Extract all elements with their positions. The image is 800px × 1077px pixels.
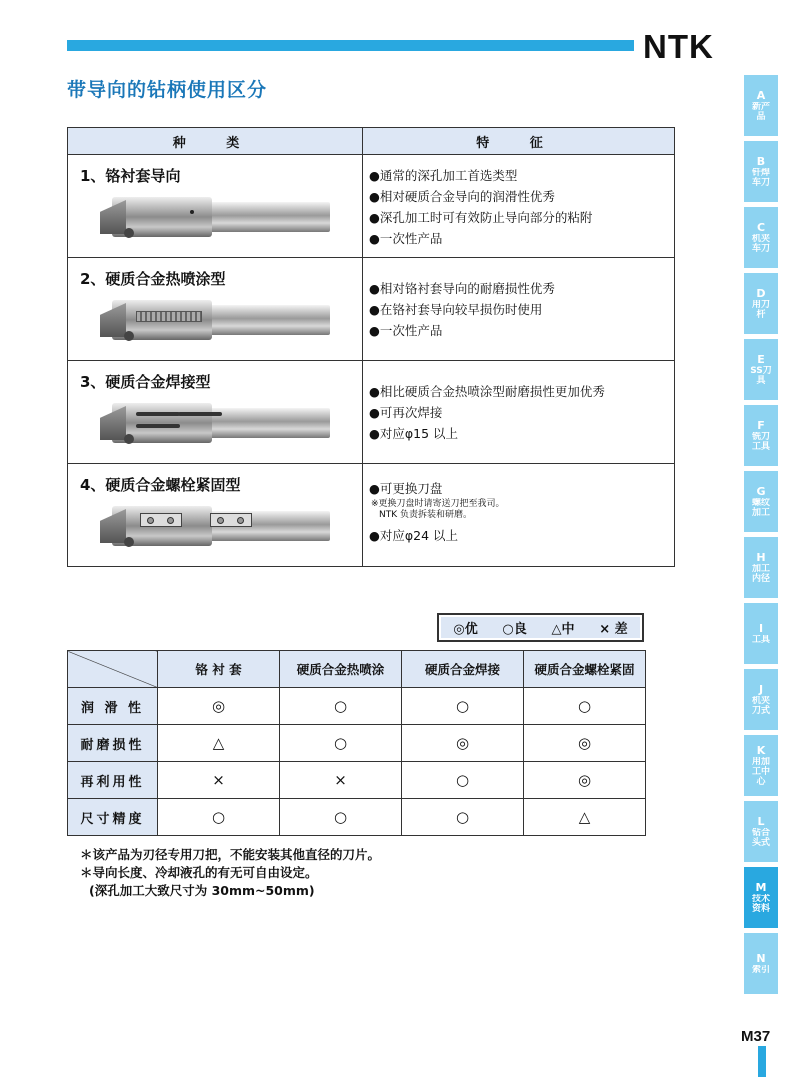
legend-item: × 差 [599, 622, 628, 637]
rating-cell: ◎ [524, 762, 646, 799]
side-tab-letter: K [756, 743, 766, 757]
row-header: 耐磨损性 [68, 725, 158, 762]
tool-image [100, 396, 330, 450]
feature-note: ※更换刀盘时请寄送刀把至我司。 [371, 499, 505, 509]
page-number-bar [758, 1046, 766, 1077]
rating-cell: × [158, 762, 280, 799]
feature-item: ●一次性产品 [369, 231, 443, 246]
side-tab-letter: L [757, 814, 765, 828]
feature-item: ●可更换刀盘 [369, 481, 443, 496]
tool-slot [136, 412, 180, 416]
tool-clamp-plate [140, 513, 182, 527]
feature-item: ●在铬衬套导向较早损伤时使用 [369, 302, 543, 317]
table-row [68, 762, 646, 799]
type-cell [68, 361, 363, 464]
footnote: (深孔加工大致尺寸为 30mm~50mm) [89, 883, 315, 898]
feature-item: ●一次性产品 [369, 323, 443, 338]
side-tab-letter: F [757, 418, 765, 432]
rating-cell: △ [158, 725, 280, 762]
side-tab-label: 用加工中心 [751, 756, 770, 787]
side-tab-letter: I [758, 621, 764, 635]
side-tab-label: 工具 [751, 634, 770, 645]
side-tab-k[interactable] [744, 735, 778, 796]
feature-item: ●通常的深孔加工首选类型 [369, 168, 518, 183]
rating-legend [437, 613, 644, 642]
feature-item: ●相对硬质合金导向的润滑性优秀 [369, 189, 555, 204]
feature-item: ●可再次焊接 [369, 405, 443, 420]
rating-cell: ○ [280, 688, 402, 725]
column-header: 硬质合金热喷涂 [280, 651, 402, 688]
rating-cell: × [280, 762, 402, 799]
side-tab-label: 加工内径 [751, 563, 770, 584]
footnotes [80, 846, 380, 900]
side-tab-label: 索引 [751, 964, 770, 975]
side-tab-label: 钻合头式 [751, 827, 770, 848]
side-tab-n[interactable] [744, 933, 778, 994]
tool-screw [124, 434, 134, 444]
rating-cell: ○ [280, 725, 402, 762]
side-tab-j[interactable] [744, 669, 778, 730]
table-row [68, 258, 675, 361]
feature-item: ●对应φ24 以上 [369, 528, 459, 543]
rating-cell: △ [524, 799, 646, 836]
feature-item: ●相对铬衬套导向的耐磨损性优秀 [369, 281, 555, 296]
side-tab-letter: G [756, 484, 766, 498]
type-cell [68, 464, 363, 567]
tool-slot [136, 424, 180, 428]
rating-cell: ◎ [524, 725, 646, 762]
table-corner [68, 651, 158, 688]
side-tab-letter: D [756, 286, 766, 300]
table-row [68, 464, 675, 567]
row-header: 尺寸精度 [68, 799, 158, 836]
bolt-icon [237, 517, 244, 524]
type-title: 1、铬衬套导向 [80, 167, 181, 185]
rating-cell: ○ [280, 799, 402, 836]
side-tab-letter: J [758, 682, 764, 696]
side-tab-label: 技术资料 [751, 893, 770, 914]
table-row [68, 688, 646, 725]
side-tab-a[interactable] [744, 75, 778, 136]
feature-item: ●对应φ15 以上 [369, 426, 459, 441]
rating-cell: ○ [524, 688, 646, 725]
types-table [67, 127, 675, 567]
side-tab-e[interactable] [744, 339, 778, 400]
side-tab-f[interactable] [744, 405, 778, 466]
side-tab-l[interactable] [744, 801, 778, 862]
types-header-feature: 特 征 [363, 128, 675, 155]
feature-cell [363, 361, 675, 464]
side-tab-i[interactable] [744, 603, 778, 664]
table-row [68, 361, 675, 464]
rating-cell: ◎ [402, 725, 524, 762]
side-tab-letter: A [756, 88, 766, 102]
page-number: M37 [741, 1028, 771, 1045]
side-tab-letter: C [756, 220, 766, 234]
type-title: 3、硬质合金焊接型 [80, 373, 211, 391]
side-tab-label: 钎焊车刀 [751, 167, 770, 188]
chapter-index-tabs [744, 75, 778, 999]
row-header: 润 滑 性 [68, 688, 158, 725]
rating-cell: ○ [402, 688, 524, 725]
rating-cell: ○ [402, 762, 524, 799]
side-tab-letter: H [756, 550, 766, 564]
rating-cell: ◎ [158, 688, 280, 725]
column-header: 硬质合金螺栓紧固 [524, 651, 646, 688]
side-tab-label: 新产品 [751, 101, 770, 122]
feature-cell [363, 155, 675, 258]
brand-logo: NTK [643, 28, 714, 65]
side-tab-letter: N [756, 951, 766, 965]
tool-image [100, 293, 330, 347]
tool-screw [124, 537, 134, 547]
tool-screw [124, 228, 134, 238]
type-title: 4、硬质合金螺栓紧固型 [80, 476, 241, 494]
side-tab-c[interactable] [744, 207, 778, 268]
type-title: 2、硬质合金热喷涂型 [80, 270, 226, 288]
table-row [68, 725, 646, 762]
side-tab-g[interactable] [744, 471, 778, 532]
legend-item: ◎优 [453, 622, 478, 637]
feature-item: ●相比硬质合金热喷涂型耐磨损性更加优秀 [369, 384, 605, 399]
side-tab-h[interactable] [744, 537, 778, 598]
tool-screw [124, 331, 134, 341]
legend-item: ○良 [502, 622, 527, 637]
side-tab-label: 用刀杆 [751, 299, 770, 320]
tool-sprayed-pad [136, 311, 202, 322]
side-tab-label: 机夹车刀 [751, 233, 770, 254]
column-header: 铬 衬 套 [158, 651, 280, 688]
side-tab-letter: B [756, 154, 766, 168]
type-cell [68, 258, 363, 361]
types-header-kind: 种 类 [68, 128, 363, 155]
bolt-icon [147, 517, 154, 524]
comparison-table [67, 650, 646, 836]
page-title: 带导向的钻柄使用区分 [67, 79, 268, 101]
side-tab-m[interactable] [744, 867, 778, 928]
header-accent-bar [67, 40, 634, 51]
side-tab-letter: M [755, 880, 767, 894]
rating-cell: ○ [158, 799, 280, 836]
tool-image [100, 499, 330, 553]
column-header: 硬质合金焊接 [402, 651, 524, 688]
tool-coolant-hole [190, 210, 194, 214]
side-tab-label: 铣刀工具 [751, 431, 770, 452]
tool-slot [178, 412, 222, 416]
feature-note: NTK 负责拆装和研磨。 [379, 510, 472, 520]
side-tab-d[interactable] [744, 273, 778, 334]
side-tab-letter: E [757, 352, 765, 366]
bolt-icon [167, 517, 174, 524]
legend-item: △中 [551, 622, 575, 637]
type-cell [68, 155, 363, 258]
side-tab-b[interactable] [744, 141, 778, 202]
tool-clamp-plate [210, 513, 252, 527]
tool-image [100, 190, 330, 244]
footnote: ＊该产品为刃径专用刀把，不能安装其他直径的刀片。 [80, 847, 381, 862]
side-tab-label: 螺纹加工 [751, 497, 770, 518]
side-tab-label: 机夹刀式 [751, 695, 770, 716]
footnote: ＊导向长度、冷却液孔的有无可自由设定。 [80, 865, 318, 880]
table-row [68, 799, 646, 836]
rating-cell: ○ [402, 799, 524, 836]
bolt-icon [217, 517, 224, 524]
row-header: 再利用性 [68, 762, 158, 799]
feature-cell [363, 258, 675, 361]
feature-cell [363, 464, 675, 567]
side-tab-label: SS刀具 [750, 365, 772, 386]
table-row [68, 155, 675, 258]
feature-item: ●深孔加工时可有效防止导向部分的粘附 [369, 210, 593, 225]
